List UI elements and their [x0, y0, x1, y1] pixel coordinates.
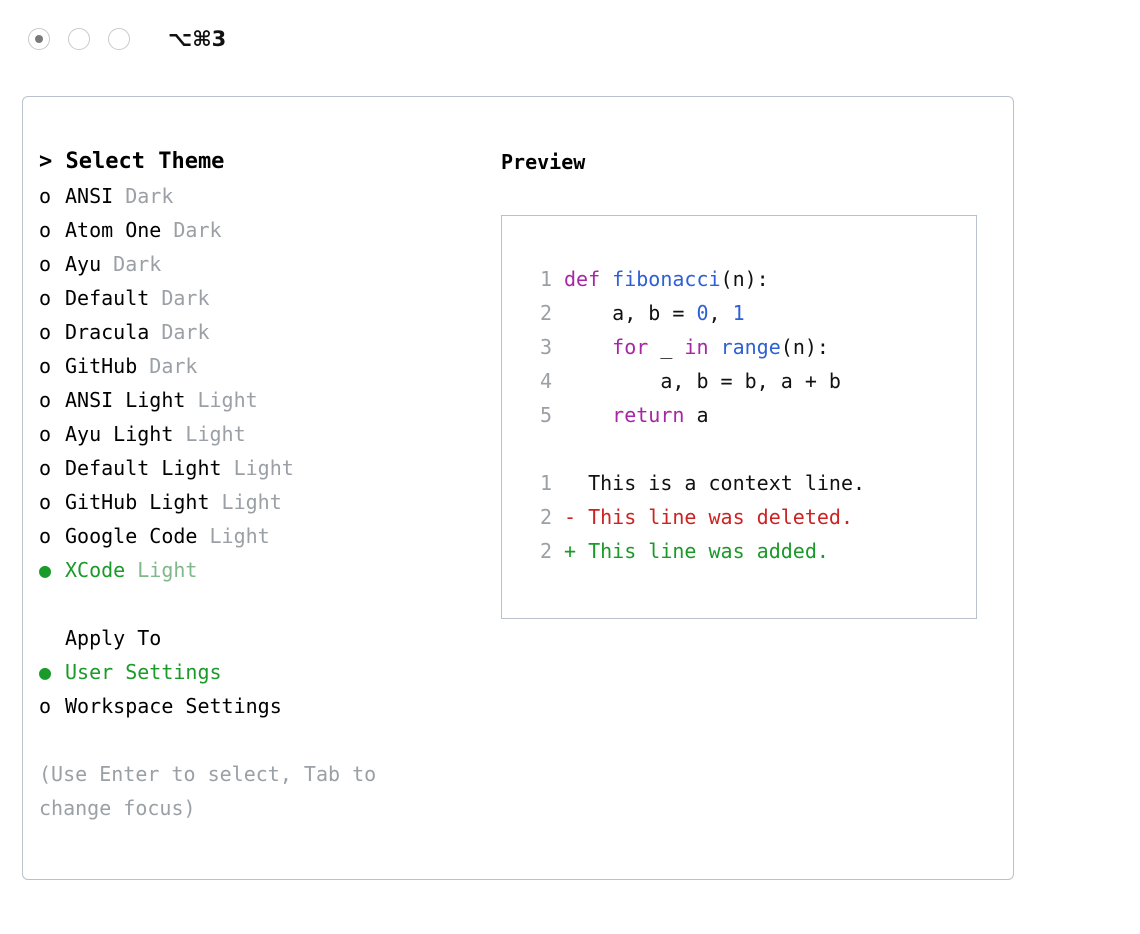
theme-option-row[interactable]	[39, 519, 491, 553]
theme-option-list[interactable]	[39, 179, 491, 587]
theme-option-label: Ayu Light	[65, 422, 174, 446]
theme-option-variant: Light	[137, 558, 198, 582]
select-theme-heading: > Select Theme	[39, 149, 225, 174]
window-dot-2[interactable]	[68, 28, 90, 50]
diff-line	[522, 500, 976, 534]
theme-option-row[interactable]	[39, 281, 491, 315]
code-token: range	[720, 335, 781, 359]
code-token: (n):	[780, 335, 829, 359]
code-line	[522, 330, 976, 364]
theme-option-label: Default	[65, 286, 150, 310]
apply-to-option-list[interactable]	[39, 655, 491, 723]
theme-option-variant: Light	[209, 524, 270, 548]
theme-option-row[interactable]	[39, 451, 491, 485]
theme-option-variant: Dark	[113, 252, 162, 276]
line-number: 2	[539, 505, 552, 529]
theme-option-label: Atom One	[65, 218, 162, 242]
apply-to-option-row[interactable]	[39, 689, 491, 723]
code-token: a	[684, 403, 709, 427]
theme-option-row[interactable]	[39, 315, 491, 349]
theme-option-label: Ayu	[65, 252, 102, 276]
theme-option-variant: Dark	[125, 184, 174, 208]
code-line	[522, 364, 976, 398]
line-number: 2	[539, 301, 552, 325]
theme-option-label: GitHub	[65, 354, 138, 378]
theme-option-label: ANSI	[65, 184, 114, 208]
theme-option-variant: Light	[197, 388, 258, 412]
code-line	[522, 398, 976, 432]
code-token	[564, 335, 612, 359]
radio-selected-icon: ●	[39, 660, 52, 684]
theme-option-variant: Light	[233, 456, 294, 480]
radio-unselected-icon: o	[39, 218, 52, 242]
line-number: 5	[539, 403, 552, 427]
theme-option-label: GitHub Light	[65, 490, 210, 514]
code-token: def	[564, 267, 613, 291]
radio-unselected-icon: o	[39, 694, 52, 718]
code-token: 1	[732, 301, 745, 325]
code-token: in	[684, 335, 709, 359]
theme-selection-column	[39, 145, 491, 825]
theme-option-row[interactable]	[39, 417, 491, 451]
code-token	[564, 403, 612, 427]
radio-unselected-icon: o	[39, 456, 52, 480]
preview-heading: Preview	[501, 150, 586, 174]
diff-text: This line was added.	[588, 539, 829, 563]
radio-unselected-icon: o	[39, 320, 52, 344]
apply-to-option-label: Workspace Settings	[65, 694, 282, 718]
theme-option-label: Dracula	[65, 320, 150, 344]
apply-to-option-label: User Settings	[65, 660, 222, 684]
radio-unselected-icon: o	[39, 252, 52, 276]
hint-spacer	[39, 723, 491, 757]
apply-to-option-row[interactable]	[39, 655, 491, 689]
code-line	[522, 262, 976, 296]
theme-option-label: ANSI Light	[65, 388, 186, 412]
radio-unselected-icon: o	[39, 524, 52, 548]
line-number: 1	[539, 471, 552, 495]
code-token: 0	[696, 301, 709, 325]
theme-option-label: XCode	[65, 558, 126, 582]
theme-option-variant: Dark	[161, 320, 210, 344]
theme-option-row[interactable]	[39, 553, 491, 587]
list-spacer	[39, 587, 491, 621]
diff-text: This is a context line.	[588, 471, 866, 495]
code-token: a, b =	[564, 301, 697, 325]
diff-text: This line was deleted.	[588, 505, 853, 529]
diff-sample	[522, 466, 976, 568]
code-sample	[522, 262, 976, 432]
radio-unselected-icon: o	[39, 354, 52, 378]
code-token: fibonacci	[612, 267, 721, 291]
theme-option-row[interactable]	[39, 247, 491, 281]
diff-marker: +	[564, 539, 589, 563]
theme-option-label: Google Code	[65, 524, 198, 548]
code-token: ,	[708, 301, 733, 325]
theme-option-variant: Dark	[149, 354, 198, 378]
code-token: a, b = b, a + b	[564, 369, 841, 393]
diff-line	[522, 534, 976, 568]
radio-unselected-icon: o	[39, 422, 52, 446]
theme-option-row[interactable]	[39, 179, 491, 213]
line-number: 3	[539, 335, 552, 359]
title-bar	[0, 0, 1140, 78]
theme-option-variant: Light	[221, 490, 282, 514]
code-line	[522, 296, 976, 330]
preview-column	[501, 145, 1001, 619]
theme-option-row[interactable]	[39, 349, 491, 383]
preview-box	[501, 215, 977, 619]
theme-option-variant: Dark	[161, 286, 210, 310]
theme-option-row[interactable]	[39, 213, 491, 247]
theme-option-row[interactable]	[39, 485, 491, 519]
line-number: 2	[539, 539, 552, 563]
apply-to-heading: Apply To	[65, 626, 162, 650]
radio-unselected-icon: o	[39, 388, 52, 412]
code-token: for	[612, 335, 649, 359]
line-number: 1	[539, 267, 552, 291]
theme-option-variant: Light	[185, 422, 246, 446]
theme-option-label: Default Light	[65, 456, 222, 480]
window-dot-3[interactable]	[108, 28, 130, 50]
diff-marker: -	[564, 505, 589, 529]
radio-unselected-icon: o	[39, 286, 52, 310]
radio-selected-icon: ●	[39, 558, 52, 582]
diff-line	[522, 466, 976, 500]
keyboard-hint-text: (Use Enter to select, Tab to change focus)	[39, 762, 389, 820]
radio-unselected-icon: o	[39, 184, 52, 208]
code-token: _	[648, 335, 685, 359]
keyboard-shortcut-label: ⌥⌘3	[168, 27, 227, 51]
code-token	[709, 335, 721, 359]
theme-option-variant: Dark	[173, 218, 222, 242]
code-token: (n):	[720, 267, 769, 291]
radio-unselected-icon: o	[39, 490, 52, 514]
code-diff-gap	[522, 432, 976, 466]
line-number: 4	[539, 369, 552, 393]
theme-option-row[interactable]	[39, 383, 491, 417]
code-token: return	[612, 403, 685, 427]
diff-marker	[564, 471, 588, 495]
window-dot-active[interactable]	[28, 28, 50, 50]
theme-picker-panel	[22, 96, 1014, 880]
